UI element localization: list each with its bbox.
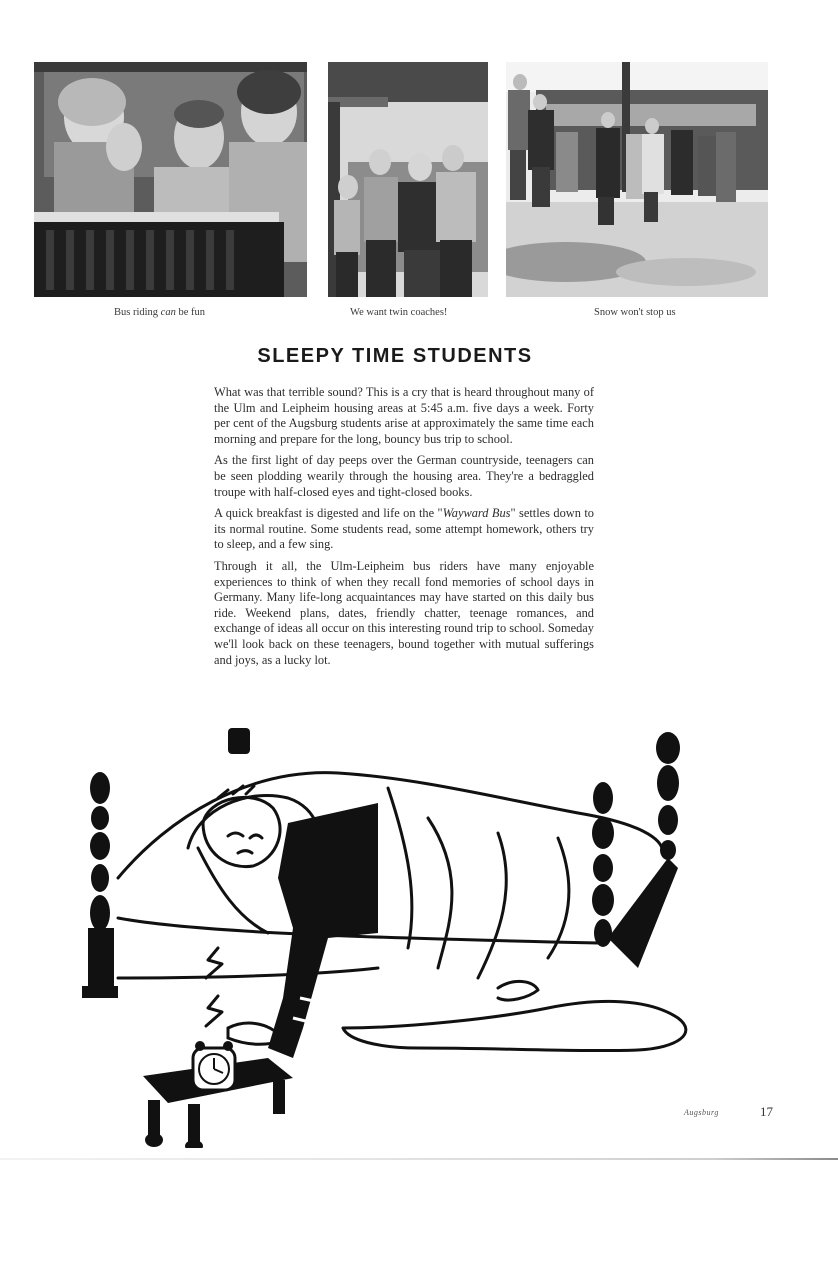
article-paragraph: What was that terrible sound? This is a cry that is heard throughout many of the Ulm and Leipheim housing areas at 5:45 a.m. five days a week. Forty per cent of the Augsburg students arise at approximately the same time each morning and prepare for the long, bouncy bus trip to school. bbox=[214, 385, 594, 446]
photo-snow-caption: Snow won't stop us bbox=[594, 307, 676, 318]
article-body bbox=[214, 385, 594, 674]
article-paragraph: A quick breakfast is digested and life on the "Wayward Bus" settles down to its normal routine. Some students read, some attempt homework, others try to sleep, and a few sing. bbox=[214, 506, 594, 552]
sleepy-student-illustration bbox=[78, 728, 698, 1148]
page-number: 17 bbox=[760, 1104, 773, 1119]
photo-twin-coaches bbox=[328, 62, 488, 297]
article-paragraph: As the first light of day peeps over the German countryside, teenagers can be seen plodding wearily through the housing area. They're a bedraggled troupe with half-closed eyes and tight-closed books. bbox=[214, 453, 594, 499]
publication-name: Augsburg bbox=[684, 1108, 719, 1117]
article-title: SLEEPY TIME STUDENTS bbox=[257, 345, 533, 367]
page-edge-divider bbox=[0, 1158, 838, 1160]
photo-snow bbox=[506, 62, 768, 297]
photo-bus-riding bbox=[34, 62, 307, 297]
article-paragraph: Through it all, the Ulm-Leipheim bus riders have many enjoyable experiences to think of when they recall fond memories of school days in Germany. Many life-long acquaintances may have started on this daily bus ride. Weekend plans, dates, friendly chatter, teenage romances, and exchange of ideas all occur on this interesting round trip to school. Someday we'll look back on these teenagers, bound together with mutual sufferings and joys, as a lucky lot. bbox=[214, 558, 594, 667]
photo-twin-coaches-caption: We want twin coaches! bbox=[350, 307, 448, 318]
photo-bus-riding-caption: Bus riding can be fun bbox=[114, 307, 206, 318]
